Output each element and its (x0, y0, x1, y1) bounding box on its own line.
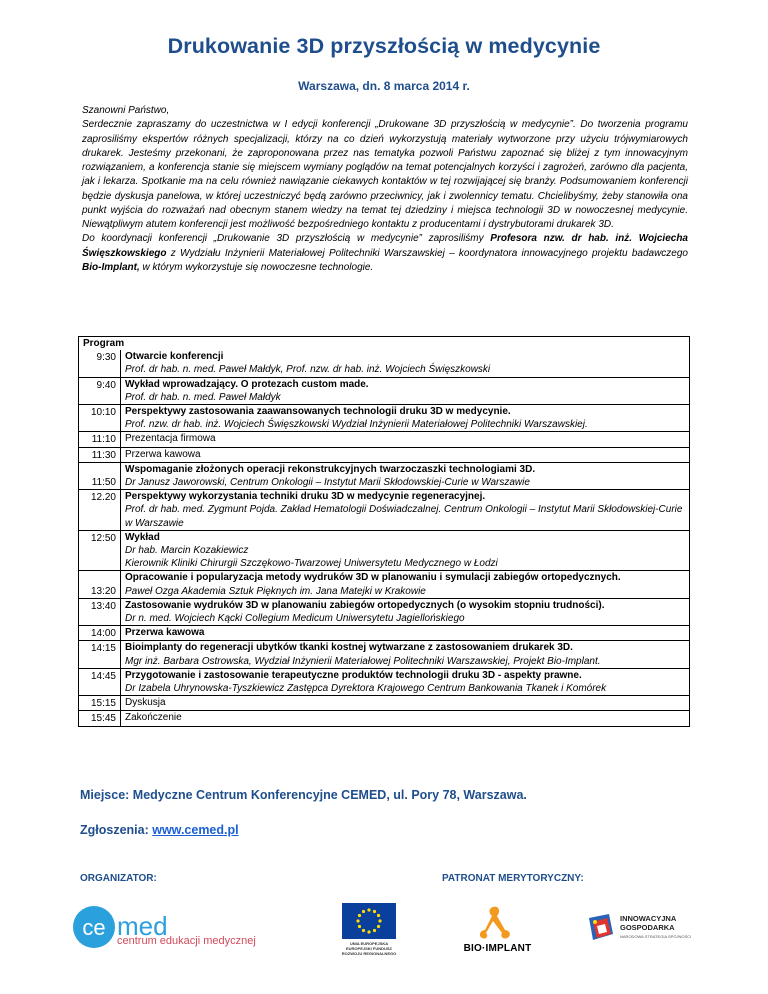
eu-star-icon (378, 919, 381, 922)
program-row (79, 432, 690, 447)
date-line: Warszawa, dn. 8 marca 2014 r. (298, 79, 470, 93)
eu-logo (333, 903, 405, 965)
registration-info (80, 823, 239, 837)
project-name: Bio-Implant, (82, 261, 140, 273)
ig-line: INNOWACYJNA (620, 914, 677, 923)
salutation: Szanowni Państwo, (82, 105, 170, 116)
page-title: Drukowanie 3D przyszłością w medycynie (167, 34, 601, 58)
coordinator-name: Profesora nzw. dr hab. inż. Wojciecha Święszkowskiego (82, 233, 688, 259)
program-item (121, 377, 690, 404)
program-row (79, 462, 690, 489)
program-time: 12:50 (79, 530, 121, 571)
eu-text (333, 941, 405, 956)
program-item-speaker: Prof. dr hab. med. Zygmunt Pojda. Zakład Hematologii Doświadczalnej. Centrum Onkologii – Instytut Marii Skłodowskiej-Curie w Warszawie (125, 504, 683, 529)
patron-label: PATRONAT MERYTORYCZNY: (442, 873, 584, 884)
program-item (121, 696, 690, 711)
program-item-speaker: Prof. dr hab. n. med. Paweł Małdyk (125, 391, 281, 403)
program-item (121, 668, 690, 695)
program-item-title: Otwarcie konferencji (125, 351, 224, 363)
program-item-label: Prezentacja firmowa (125, 433, 216, 445)
program-item (121, 490, 690, 531)
program-item-speaker: Dr Izabela Uhrynowska-Tyszkiewicz Zastępca Dyrektora Krajowego Centrum Bankowania Tkanek i Komórek (125, 683, 607, 695)
intro-p2-part: z Wydziału Inżynierii Materiałowej Politechniki Warszawskiej – koordynatora innowacyjnego projektu badawczego (166, 247, 688, 259)
program-row (79, 377, 690, 404)
program-time: 14:15 (79, 641, 121, 668)
intro-p2-part: Do koordynacji konferencji „Drukowanie 3D przyszłością w medycynie” zaprosiliśmy (82, 233, 491, 245)
ig-subtitle: NARODOWA STRATEGIA SPÓJNOŚCI (620, 934, 692, 939)
program-item-title: Perspektywy zastosowania zaawansowanych technologii druku 3D w medycynie. (125, 406, 511, 418)
eu-star-icon (367, 908, 370, 911)
program-item-label: Przerwa kawowa (125, 448, 201, 460)
program-item (121, 405, 690, 432)
program-item-title: Opracowanie i popularyzacja metody wydruków 3D w planowaniu i symulacji zabiegów ortopedycznych. (125, 572, 621, 584)
program-item (121, 350, 690, 377)
svg-text:med: med (117, 911, 168, 941)
ig-text (620, 914, 676, 932)
program-time: 14:00 (79, 626, 121, 641)
ig-line: GOSPODARKA (620, 923, 675, 932)
eu-star-icon (356, 919, 359, 922)
program-item-speaker: Dr n. med. Wojciech Kącki Collegium Medicum Uniwersytetu Jagiellońskiego (125, 613, 465, 625)
program-time: 9:30 (79, 350, 121, 377)
eu-star-icon (362, 929, 365, 932)
program-row (79, 696, 690, 711)
program-item (121, 711, 690, 726)
program-row (79, 571, 690, 598)
program-time: 15:15 (79, 696, 121, 711)
eu-line: UNIA EUROPEJSKA (349, 941, 389, 946)
program-item-speaker: Paweł Ozga Akademia Sztuk Pięknych im. Jana Matejki w Krakowie (125, 585, 426, 597)
program-time: 14:45 (79, 668, 121, 695)
program-item-title: Bioimplanty do regeneracji ubytków tkanki kostnej wytwarzane z zastosowaniem drukarek 3D. (125, 642, 573, 654)
program-item-speaker: Mgr inż. Barbara Ostrowska, Wydział Inżynierii Materiałowej Politechniki Warszawskiej, Projekt Bio-Implant. (125, 655, 601, 667)
registration-link[interactable]: www.cemed.pl (152, 823, 239, 837)
eu-line: ROZWOJU REGIONALNEGO (341, 951, 397, 956)
program-row (79, 711, 690, 726)
program-row (79, 447, 690, 462)
program-row (79, 598, 690, 625)
eu-star-icon (367, 930, 370, 933)
intro-p2-part: w którym wykorzystuje się nowoczesne technologie. (139, 261, 374, 273)
eu-star-icon (362, 910, 365, 913)
program-item (121, 626, 690, 641)
program-item-title: Wspomaganie złożonych operacji rekonstrukcyjnych twarzoczaszki technologiami 3D. (125, 463, 536, 475)
program-item-title: Przygotowanie i zastosowanie terapeutyczne produktów technologii druku 3D - aspekty prawne. (125, 669, 582, 681)
program-time: 11:50 (79, 462, 121, 489)
ig-mark-icon (587, 912, 619, 944)
program-item (121, 462, 690, 489)
program-time: 11:30 (79, 447, 121, 462)
program-item (121, 530, 690, 571)
program-item-speaker: Dr Janusz Jaworowski, Centrum Onkologii – Instytut Marii Skłodowskiej-Curie w Warszawie (125, 477, 530, 489)
intro-text (82, 104, 688, 275)
program-row (79, 350, 690, 377)
program-time: 11:10 (79, 432, 121, 447)
program-time: 12.20 (79, 490, 121, 531)
program-row (79, 626, 690, 641)
eu-flag-icon (342, 903, 396, 939)
program-time: 13:40 (79, 598, 121, 625)
program-item-title: Wykład wprowadzający. O protezach custom made. (125, 378, 369, 390)
program-time: 9:40 (79, 377, 121, 404)
eu-line: EUROPEJSKI FUNDUSZ (345, 946, 392, 951)
bio-implant-text: BIO·IMPLANT (463, 943, 532, 954)
svg-text:ce: ce (82, 915, 106, 940)
program-item-title: Wykład (125, 531, 160, 543)
program-time: 15:45 (79, 711, 121, 726)
program-item-speaker: Kierownik Kliniki Chirurgii Szczękowo-Twarzowej Uniwersytetu Medycznego w Łodzi (125, 558, 498, 570)
program-item-title: Zastosowanie wydruków 3D w planowaniu zabiegów ortopedycznych (o wysokim stopniu trudności). (125, 599, 605, 611)
eu-star-icon (377, 925, 380, 928)
program-time: 10:10 (79, 405, 121, 432)
eu-star-icon (373, 910, 376, 913)
program-row (79, 668, 690, 695)
program-item (121, 641, 690, 668)
program-table (78, 336, 690, 727)
eu-star-icon (373, 929, 376, 932)
program-item (121, 571, 690, 598)
bio-implant-logo (455, 903, 540, 961)
eu-star-icon (358, 914, 361, 917)
program-item-speaker: Prof. dr hab. n. med. Paweł Małdyk, Prof. nzw. dr hab. inż. Wojciech Święszkowski (125, 364, 491, 376)
program-item (121, 432, 690, 447)
program-time: 13:20 (79, 571, 121, 598)
innowacyjna-gospodarka-logo (587, 912, 697, 952)
cemed-subtitle: centrum edukacji medycznej (117, 935, 256, 947)
program-header: Program (79, 337, 690, 351)
program-item (121, 598, 690, 625)
bio-implant-mark (455, 903, 540, 943)
program-item-speaker: Prof. nzw. dr hab. inż. Wojciech Święszkowski Wydział Inżynierii Materiałowej Politechniki Warszawskiej. (125, 419, 588, 431)
program-row (79, 530, 690, 571)
cemed-logo (70, 905, 260, 955)
venue-info: Miejsce: Medyczne Centrum Konferencyjne CEMED, ul. Pory 78, Warszawa. (80, 788, 527, 802)
program-row (79, 641, 690, 668)
organizer-label: ORGANIZATOR: (80, 873, 157, 884)
eu-star-icon (377, 914, 380, 917)
program-item-label: Dyskusja (125, 697, 166, 709)
registration-label: Zgłoszenia: (80, 823, 153, 837)
program-item-title: Perspektywy wykorzystania techniki druku 3D w medycynie regeneracyjnej. (125, 491, 486, 503)
program-item-speaker: Dr hab. Marcin Kozakiewicz (125, 545, 249, 557)
eu-star-icon (358, 925, 361, 928)
cemed-logo-mark (70, 905, 260, 955)
program-row (79, 490, 690, 531)
program-item-title: Przerwa kawowa (125, 627, 205, 639)
program-row (79, 405, 690, 432)
intro-paragraph-1: Serdecznie zapraszamy do uczestnictwa w I edycji konferencji „Drukowane 3D przyszłością w medycynie”. Do tworzenia programu zaprosiliśmy ekspertów różnych specjalizacji, którzy na co dzień wykorzystują materiały wytworzone przy użyciu trójwymiarowych drukarek. Jesteśmy przekonani, że zaproponowana przez nas tematyka pozwoli Państwu zapoznać się bliżej z tym innowacyjnym rozwiązaniem, a konferencja stanie się miejscem wymiany poglądów na temat potencjalnych korzyści i zagrożeń, zarówno dla pacjenta, jak i lekarza. Spotkanie ma na celu również nawiązanie ciekawych kontaktów w tej rozwijającej się branży. Podsumowaniem konferencji będzie dyskusja panelowa, w której uczestniczyć będą zarówno przeciwnicy, jak i zwolennicy tematu. Chcielibyśmy, żeby stanowiła ona punkt wyjścia do rozważań nad obecnym stanem wiedzy na temat tej dziedziny i miejsca technologii 3D w nowoczesnej medycynie. Niewątpliwym atutem konferencji jest możliwość bezpośredniego kontaktu z producentami i dystrybutorami drukarek 3D. (82, 119, 688, 230)
program-item-label: Zakończenie (125, 712, 182, 724)
intro-paragraph-2 (82, 232, 688, 275)
program-item (121, 447, 690, 462)
